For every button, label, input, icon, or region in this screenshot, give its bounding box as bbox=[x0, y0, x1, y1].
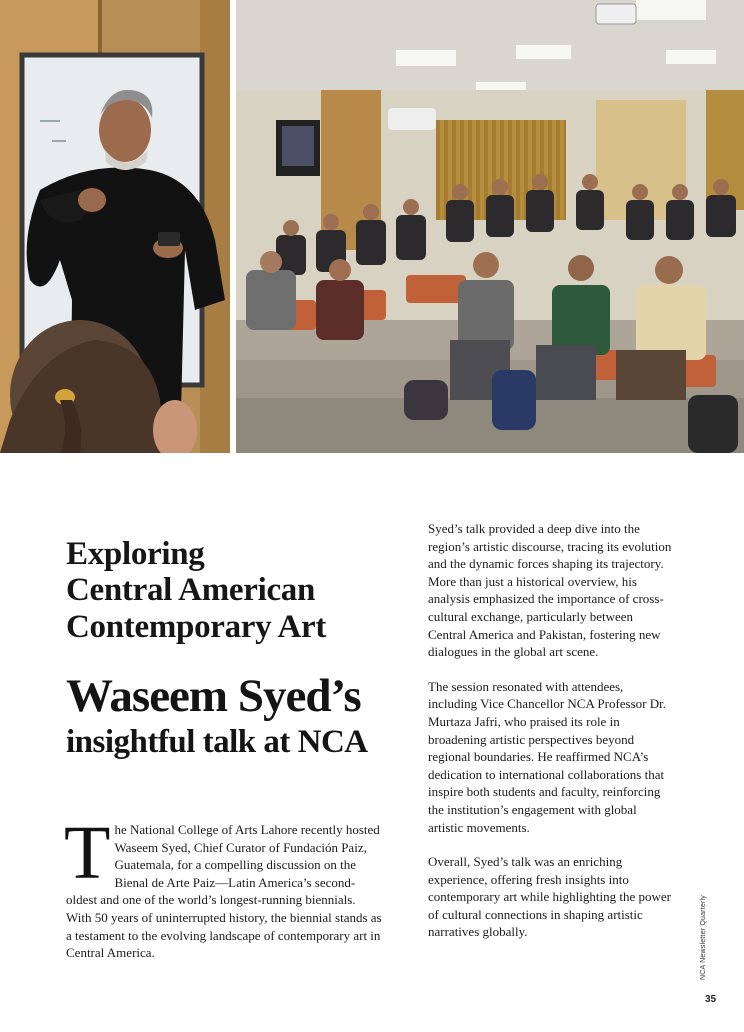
headline bbox=[66, 536, 406, 646]
intro-paragraph bbox=[64, 811, 384, 962]
body-paragraph: Overall, Syed’s talk was an enriching experience, offering fresh insights into contemporary art while highlighting the power of cultural connections in shaping artistic narratives globally. bbox=[428, 854, 671, 940]
subhead-line-2: insightful talk at NCA bbox=[66, 724, 368, 760]
headline-line-3: Contemporary Art bbox=[66, 609, 327, 645]
publication-name: NCA Newsletter Quarterly bbox=[700, 895, 707, 980]
intro-text: he National College of Arts Lahore recently hosted Waseem Syed, Chief Curator of Fundación Paiz, Guatemala, for a compelling discussion on the Bienal de Arte Paiz—Latin America’s second-oldest and one of the world’s longest-running biennials. With 50 years of uninterrupted history, the biennial stands as a testament to the evolving landscape of contemporary art in Central America. bbox=[66, 822, 382, 961]
headline-line-2: Central American bbox=[66, 572, 316, 608]
photo-speaker bbox=[0, 0, 230, 453]
subhead-line-1: Waseem Syed’s bbox=[66, 670, 361, 722]
body-paragraph: The session resonated with attendees, including Vice Chancellor NCA Professor Dr. Murtaza Jafri, who praised its role in broadening artistic perspectives beyond regional boundaries. He reaffirmed NCA’s dedication to international collaborations that inspire both students and faculty, reinforcing the institution’s engagement with global artistic movements. bbox=[428, 678, 666, 835]
body-paragraph: Syed’s talk provided a deep dive into the region’s artistic discourse, tracing its evolution and the dynamic forces shaping its trajectory. More than just a historical overview, his analysis emphasized the importance of cross-cultural exchange, particularly between Central America and Pakistan, fostering new dialogues in the global art scene. bbox=[428, 521, 672, 660]
page-number: 35 bbox=[705, 994, 717, 1005]
photo-audience bbox=[236, 0, 744, 453]
headline-line-1: Exploring bbox=[66, 536, 205, 572]
audience-illustration bbox=[236, 0, 744, 453]
subhead bbox=[66, 670, 406, 762]
speaker-illustration bbox=[0, 0, 230, 453]
article-body-right bbox=[428, 520, 672, 958]
drop-cap: T bbox=[64, 811, 111, 895]
